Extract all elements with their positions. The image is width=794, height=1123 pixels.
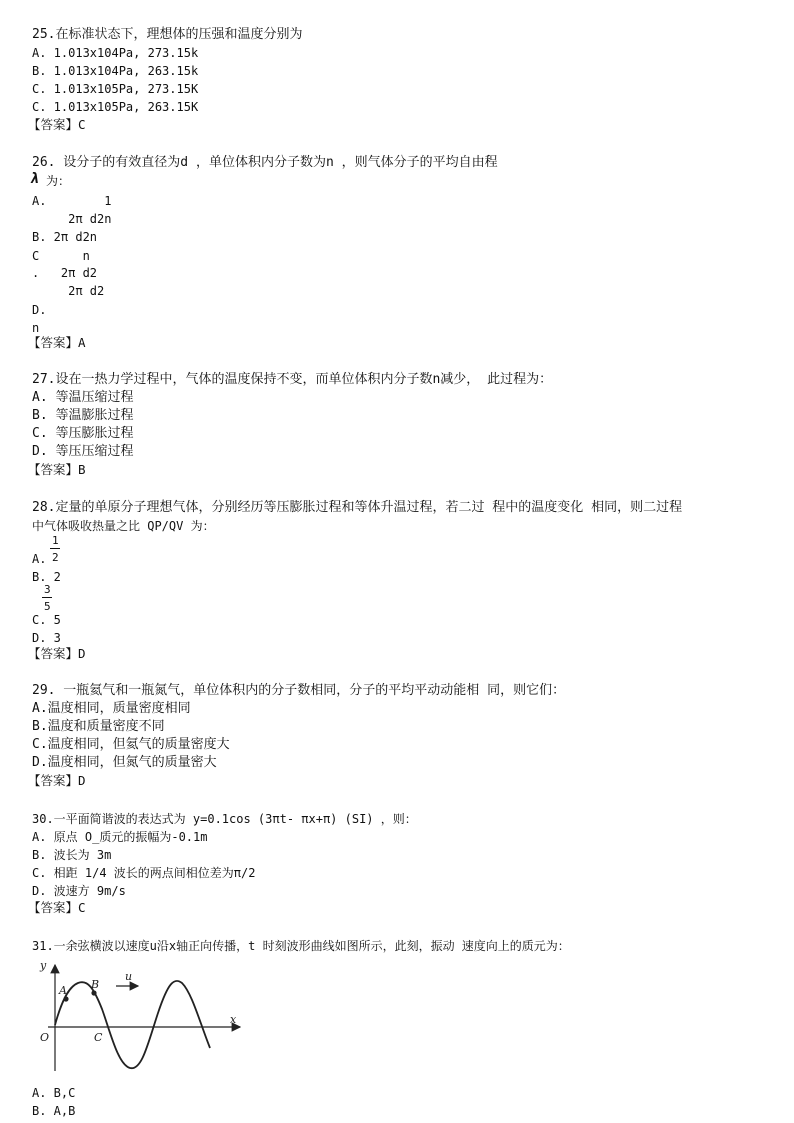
option-line: 2π d2 [32, 284, 105, 298]
question-stem: 25.在标准状态下，理想体的压强和温度分别为 [32, 27, 303, 42]
option-line: D.温度相同，但氮气的质量密大 [32, 755, 217, 770]
option-line: A. 1 [32, 194, 112, 208]
option-line: A. 原点 O_质元的振幅为-0.1m [32, 830, 208, 844]
point-b-marker [91, 990, 96, 995]
option-line: D. 波速方 9m/s [32, 884, 126, 898]
question-stem: 28.定量的单原分子理想气体，分别经历等压膨胀过程和等体升温过程，若二过 程中的温度变化 相同，则二过程 [32, 500, 683, 515]
answer-line: 【答案】D [28, 773, 86, 788]
option-line: B. 等温膨胀过程 [32, 408, 134, 423]
question-stem: 30.一平面简谐波的表达式为 y=0.1cos (3πt- πx+π) (SI) ，则： [32, 812, 417, 826]
option-line: n [32, 321, 40, 335]
option-line: C. 相距 1/4 波长的两点间相位差为π/2 [32, 866, 256, 880]
option-line: 2π d2n [32, 212, 112, 226]
option-line: C.温度相同，但氦气的质量密度大 [32, 737, 230, 752]
option-label: A. [32, 552, 47, 566]
option-line: C. 5 [32, 613, 61, 627]
question-stem-continued: 中气体吸收热量之比 QP/QV 为： [32, 519, 215, 533]
fraction-denominator: 5 [44, 600, 51, 613]
fraction-denominator: 2 [52, 551, 59, 564]
point-a-label: A [59, 984, 67, 997]
answer-line: 【答案】B [28, 462, 86, 477]
point-c-label: C [94, 1031, 103, 1044]
origin-label: O [40, 1031, 50, 1044]
option-line: B. A,B [32, 1104, 76, 1118]
fraction-numerator: 1 [52, 534, 59, 547]
fraction-numerator: 3 [44, 583, 51, 596]
x-axis-label: x [230, 1013, 237, 1026]
option-line: A. B,C [32, 1086, 76, 1100]
option-line: A.温度相同，质量密度相同 [32, 701, 191, 716]
question-stem-continued: 为： [46, 174, 71, 188]
option-line: C n [32, 249, 90, 263]
wave-figure [28, 953, 248, 1083]
answer-line: 【答案】D [28, 646, 86, 661]
answer-line: 【答案】C [28, 117, 86, 132]
option-line: A. 等温压缩过程 [32, 390, 134, 405]
option-line: D. 3 [32, 631, 61, 645]
wave-curve [55, 981, 210, 1068]
question-stem: 27.设在一热力学过程中，气体的温度保持不变，而单位体积内分子数n减少， 此过程为： [32, 372, 553, 387]
option-line: . 2π d2 [32, 266, 98, 280]
option-line: B.温度和质量密度不同 [32, 719, 165, 734]
option-line: C. 1.013x105Pa, 263.15K [32, 100, 199, 114]
y-axis-label: y [40, 959, 47, 972]
fraction-bar [42, 597, 52, 598]
option-line: C. 1.013x105Pa, 273.15K [32, 82, 199, 96]
answer-line: 【答案】C [28, 900, 86, 915]
answer-line: 【答案】A [28, 335, 86, 350]
u-label: u [125, 970, 133, 983]
question-stem: 29. 一瓶氦气和一瓶氮气，单位体积内的分子数相同，分子的平均平动动能相 同，则它们： [32, 683, 566, 698]
option-line: C. 等压膨胀过程 [32, 426, 134, 441]
question-stem: 26. 设分子的有效直径为d ，单位体积内分子数为n ，则气体分子的平均自由程 [32, 155, 498, 170]
option-line: A. 1.013x104Pa, 273.15k [32, 46, 199, 60]
option-line: B. 2 [32, 570, 61, 584]
option-line: B. 2π d2n [32, 230, 98, 244]
option-line: B. 1.013x104Pa, 263.15k [32, 64, 199, 78]
option-line: D. 等压压缩过程 [32, 444, 134, 459]
lambda-symbol: λ [30, 171, 39, 187]
question-stem: 31.一余弦横波以速度u沿x轴正向传播，t 时刻波形曲线如图所示，此刻，振动 速度向上的质元为： [32, 939, 570, 953]
point-a-marker [63, 996, 68, 1001]
option-line: D. [32, 303, 47, 317]
point-b-label: B [91, 978, 100, 991]
fraction-bar [50, 548, 60, 549]
option-line: B. 波长为 3m [32, 848, 112, 862]
